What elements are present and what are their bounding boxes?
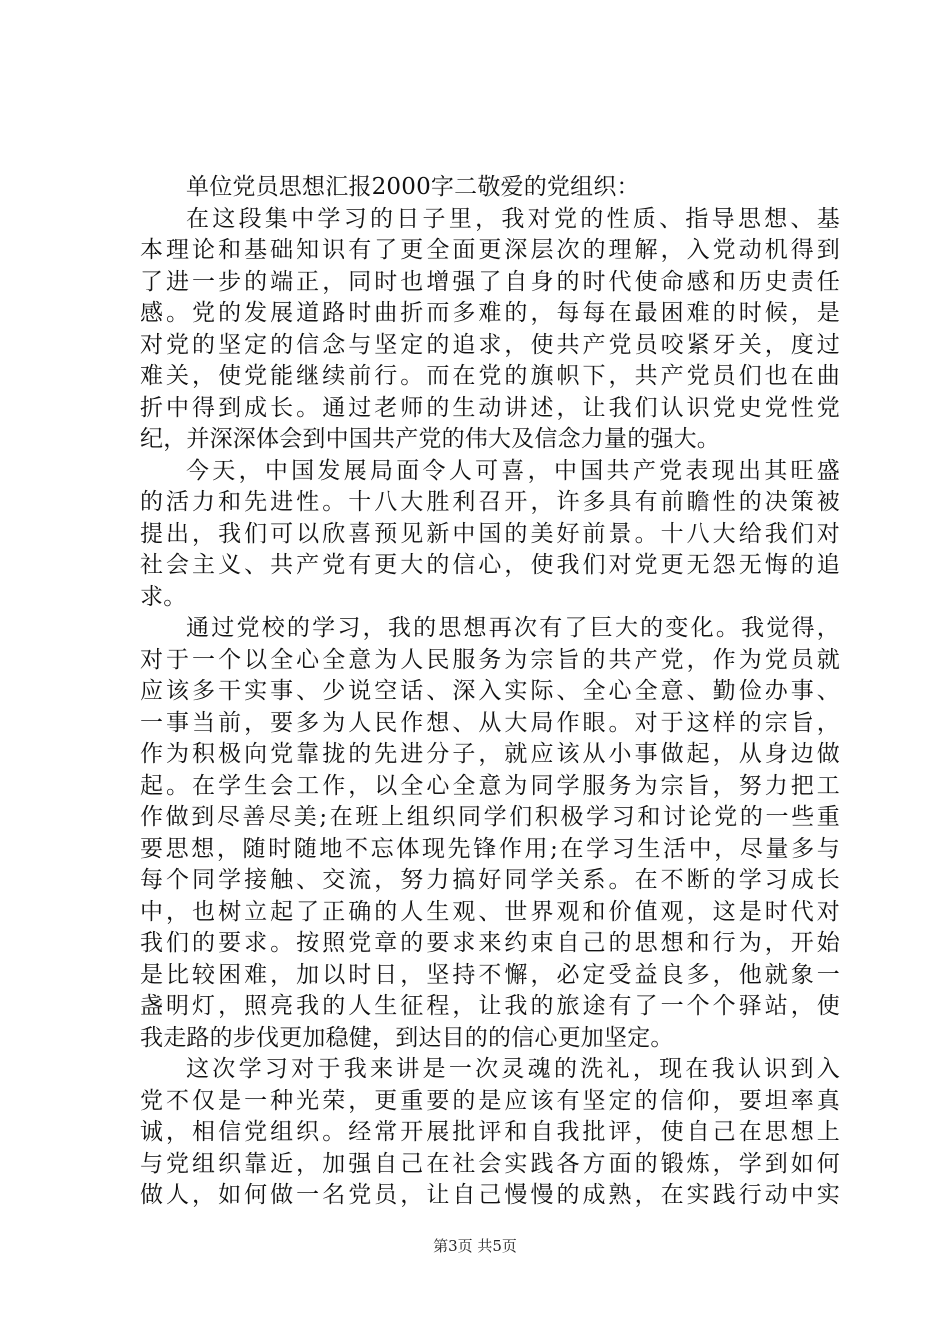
paragraph-line: 了进一步的端正，同时也增强了自身的时代使命感和历史责任 — [140, 268, 840, 295]
paragraph-line: 要思想，随时随地不忘体现先锋作用;在学习生活中，尽量多与 — [140, 835, 840, 862]
paragraph-line: 纪，并深深体会到中国共产党的伟大及信念力量的强大。 — [140, 426, 720, 452]
paragraph-line: 起。在学生会工作，以全心全意为同学服务为宗旨，努力把工 — [140, 772, 840, 799]
page-number-footer: 第3页 共5页 — [433, 1237, 517, 1255]
paragraph-line: 应该多干实事、少说空话、深入实际、全心全意、勤俭办事、 — [140, 678, 840, 704]
paragraph-line: 每个同学接触、交流，努力搞好同学关系。在不断的学习成长 — [140, 867, 840, 893]
paragraph-line: 盏明灯，照亮我的人生征程，让我的旅途有了一个个驿站，使 — [140, 993, 840, 1019]
paragraph-line: 提出，我们可以欣喜预见新中国的美好前景。十八大给我们对 — [140, 520, 840, 547]
paragraph-line: 是比较困难，加以时日，坚持不懈，必定受益良多，他就象一 — [140, 961, 840, 988]
paragraph-line: 我们的要求。按照党章的要求来约束自己的思想和行为，开始 — [140, 930, 840, 956]
paragraph-line: 这次学习对于我来讲是一次灵魂的洗礼，现在我认识到入 — [186, 1056, 840, 1082]
paragraph-line: 难关，使党能继续前行。而在党的旗帜下，共产党员们也在曲 — [140, 363, 840, 389]
paragraph-line: 求。 — [140, 583, 187, 610]
paragraph-line: 与党组织靠近，加强自己在社会实践各方面的锻炼，学到如何 — [140, 1150, 840, 1177]
document-heading-line: 单位党员思想汇报2000字二敬爱的党组织： — [186, 174, 640, 200]
paragraph-line: 本理论和基础知识有了更全面更深层次的理解，入党动机得到 — [140, 237, 840, 263]
document-body — [140, 172, 840, 1212]
paragraph-line: 做人，如何做一名党员，让自己慢慢的成熟，在实践行动中实 — [140, 1182, 840, 1208]
paragraph-line: 对于一个以全心全意为人民服务为宗旨的共产党，作为党员就 — [140, 646, 840, 673]
paragraph-line: 在这段集中学习的日子里，我对党的性质、指导思想、基 — [186, 205, 840, 232]
paragraph-line: 今天，中国发展局面令人可喜，中国共产党表现出其旺盛 — [186, 457, 840, 484]
paragraph-line: 折中得到成长。通过老师的生动讲述，让我们认识党史党性党 — [140, 394, 840, 421]
paragraph-line: 感。党的发展道路时曲折而多难的，每每在最困难的时候，是 — [140, 300, 840, 326]
paragraph-line: 我走路的步伐更加稳健，到达目的的信心更加坚定。 — [140, 1024, 674, 1051]
paragraph-line: 的活力和先进性。十八大胜利召开，许多具有前瞻性的决策被 — [140, 489, 840, 515]
paragraph-line: 社会主义、共产党有更大的信心，使我们对党更无怨无悔的追 — [140, 552, 840, 578]
paragraph-line: 一事当前，要多为人民作想、从大局作眼。对于这样的宗旨， — [140, 709, 840, 736]
paragraph-line: 作做到尽善尽美;在班上组织同学们积极学习和讨论党的一些重 — [140, 804, 840, 830]
paragraph-line: 诚，相信党组织。经常开展批评和自我批评，使自己在思想上 — [140, 1119, 840, 1145]
paragraph-line: 作为积极向党靠拢的先进分子，就应该从小事做起，从身边做 — [140, 741, 840, 767]
paragraph-line: 中，也树立起了正确的人生观、世界观和价值观，这是时代对 — [140, 898, 840, 925]
paragraph-line: 对党的坚定的信念与坚定的追求，使共产党员咬紧牙关，度过 — [140, 331, 840, 358]
paragraph-line: 党不仅是一种光荣，更重要的是应该有坚定的信仰，要坦率真 — [140, 1087, 840, 1114]
paragraph-line: 通过党校的学习，我的思想再次有了巨大的变化。我觉得， — [186, 615, 840, 641]
